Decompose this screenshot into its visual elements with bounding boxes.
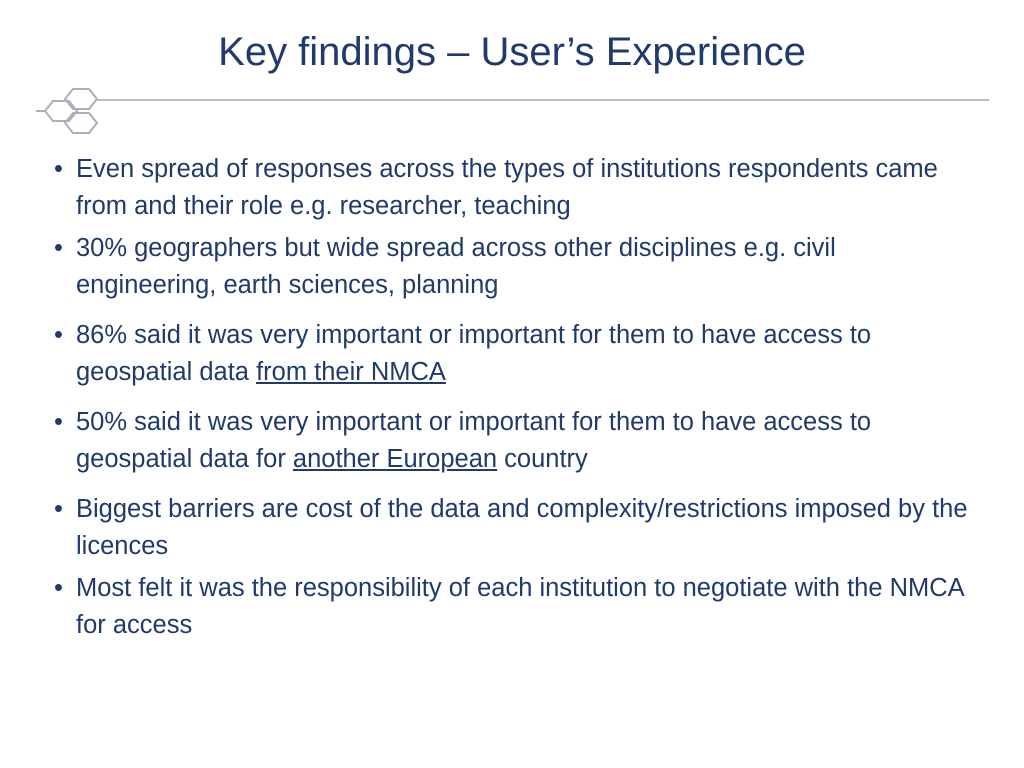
- bullet-item: [52, 151, 972, 225]
- bullet-item: [52, 230, 972, 304]
- bullet-list: [52, 151, 972, 652]
- bullet-marker: •: [54, 234, 63, 262]
- bullet-text-before: 50% said it was very important or important for them to have access to geospatial data for: [76, 408, 872, 473]
- bullet-marker: •: [54, 495, 63, 523]
- bullet-marker: •: [54, 408, 63, 436]
- underlined-phrase: another European: [292, 445, 498, 473]
- bullet-item: [52, 491, 972, 565]
- bullet-item: [52, 317, 972, 391]
- bullet-text: [76, 408, 871, 473]
- bullet-marker: •: [54, 155, 63, 183]
- bullet-text-before: 86% said it was very important or important for them to have access to geospatial data: [76, 321, 872, 386]
- bullet-text-after: country: [497, 445, 588, 473]
- bullet-text: Even spread of responses across the types of institutions respondents came from and their role e.g. researcher, teaching: [76, 155, 938, 220]
- bullet-marker: •: [54, 321, 63, 349]
- bullet-item: [52, 570, 972, 644]
- bullet-text: Most felt it was the responsibility of each institution to negotiate with the NMCA for access: [76, 574, 964, 639]
- bullet-item: [52, 404, 972, 478]
- hexagon-cluster-icon: [36, 84, 106, 144]
- title-divider-line: [96, 99, 989, 101]
- bullet-text: 30% geographers but wide spread across other disciplines e.g. civil engineering, earth sciences, planning: [76, 234, 836, 299]
- bullet-marker: •: [54, 574, 63, 602]
- bullet-text: Biggest barriers are cost of the data and complexity/restrictions imposed by the licences: [76, 495, 968, 560]
- underlined-phrase: from their NMCA: [256, 358, 446, 386]
- slide-title: Key findings – User’s Experience: [218, 30, 806, 74]
- bullet-text: [76, 321, 871, 386]
